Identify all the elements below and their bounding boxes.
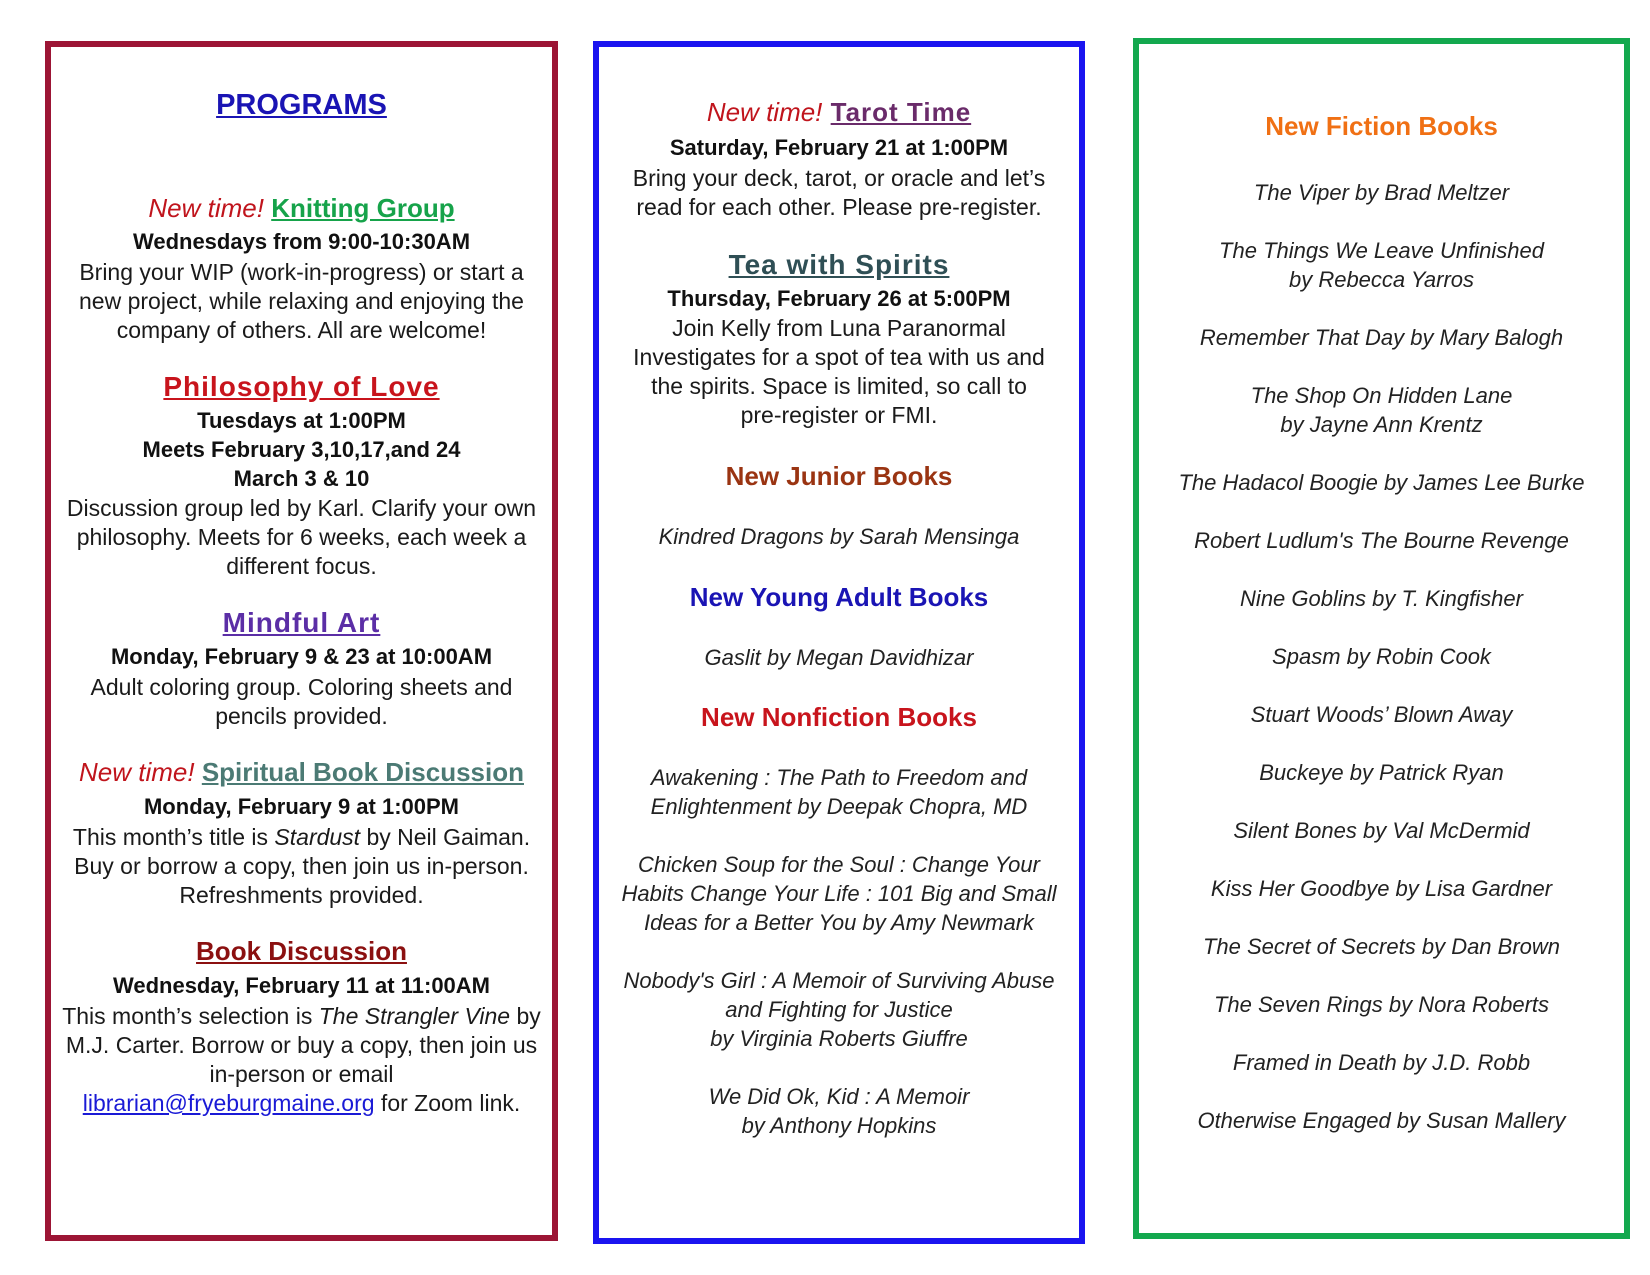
book-discussion-desc-1 bbox=[51, 1001, 552, 1031]
young-adult-books-heading: New Young Adult Books bbox=[689, 582, 989, 612]
spiritual-when: Monday, February 9 at 1:00PM bbox=[143, 794, 459, 819]
philosophy-when-3: March 3 & 10 bbox=[233, 466, 370, 491]
fiction-books-heading: New Fiction Books bbox=[1265, 111, 1498, 141]
nonfiction-book-3-line-1: Nobody's Girl : A Memoir of Surviving Abuse bbox=[623, 968, 1055, 993]
tarot-when: Saturday, February 21 at 1:00PM bbox=[669, 135, 1009, 160]
spiritual-desc-text: This month’s title is bbox=[72, 824, 275, 850]
new-time-label: New time! bbox=[148, 193, 264, 223]
tea-when: Thursday, February 26 at 5:00PM bbox=[667, 286, 1011, 311]
spiritual-heading bbox=[51, 757, 552, 788]
fiction-book-2-line-1: The Things We Leave Unfinished bbox=[1219, 238, 1544, 263]
tea-desc-2: Investigates for a spot of tea with us and bbox=[633, 344, 1045, 370]
junior-books-heading: New Junior Books bbox=[725, 461, 953, 491]
fiction-book-16: Otherwise Engaged by Susan Mallery bbox=[1197, 1108, 1566, 1133]
fiction-book-12: Kiss Her Goodbye by Lisa Gardner bbox=[1210, 876, 1553, 901]
new-time-label: New time! bbox=[706, 97, 823, 127]
fiction-book-10: Buckeye by Patrick Ryan bbox=[1259, 760, 1504, 785]
philosophy-when-2: Meets February 3,10,17,and 24 bbox=[142, 437, 461, 462]
mindful-desc-2: pencils provided. bbox=[215, 703, 388, 729]
fiction-book-4-line-2: by Jayne Ann Krentz bbox=[1280, 412, 1483, 437]
nonfiction-book-4-line-2: by Anthony Hopkins bbox=[741, 1113, 937, 1138]
tea-desc-4: pre-register or FMI. bbox=[740, 402, 938, 428]
spiritual-title: Spiritual Book Discussion bbox=[201, 757, 524, 787]
philosophy-when-1: Tuesdays at 1:00PM bbox=[197, 408, 406, 433]
book-discussion-when: Wednesday, February 11 at 11:00AM bbox=[112, 973, 491, 998]
tarot-desc-2: read for each other. Please pre-register. bbox=[636, 194, 1042, 220]
junior-book-1: Kindred Dragons by Sarah Mensinga bbox=[658, 524, 1020, 549]
knitting-title: Knitting Group bbox=[271, 193, 455, 223]
fiction-book-3: Remember That Day by Mary Balogh bbox=[1199, 325, 1564, 350]
nonfiction-book-2-line-3: Ideas for a Better You by Amy Newmark bbox=[643, 910, 1035, 935]
spiritual-desc-2: Buy or borrow a copy, then join us in-person. bbox=[74, 853, 529, 879]
book-discussion-desc-3: in-person or email bbox=[209, 1061, 394, 1087]
programs-title: PROGRAMS bbox=[216, 89, 387, 121]
fiction-book-14: The Seven Rings by Nora Roberts bbox=[1213, 992, 1550, 1017]
fiction-panel bbox=[1133, 38, 1630, 1239]
nonfiction-book-2-line-2: Habits Change Your Life : 101 Big and Small bbox=[621, 881, 1057, 906]
fiction-book-9: Stuart Woods’ Blown Away bbox=[1250, 702, 1513, 727]
nonfiction-book-3-line-2: and Fighting for Justice bbox=[725, 997, 953, 1022]
fiction-book-11: Silent Bones by Val McDermid bbox=[1233, 818, 1530, 843]
book-discussion-title: Book Discussion bbox=[196, 936, 407, 966]
nonfiction-book-2-line-1: Chicken Soup for the Soul : Change Your bbox=[638, 852, 1040, 877]
zoom-link-text: for Zoom link. bbox=[374, 1090, 521, 1116]
tarot-title: Tarot Time bbox=[830, 97, 972, 127]
spiritual-desc-1 bbox=[51, 822, 552, 852]
librarian-email-link[interactable]: librarian@fryeburgmaine.org bbox=[82, 1090, 375, 1116]
mindful-desc-1: Adult coloring group. Coloring sheets and bbox=[90, 674, 513, 700]
fiction-book-2-line-2: by Rebecca Yarros bbox=[1288, 267, 1475, 292]
tea-desc-3: the spirits. Space is limited, so call to bbox=[651, 373, 1027, 399]
philosophy-title: Philosophy of Love bbox=[163, 371, 440, 402]
mindful-title: Mindful Art bbox=[222, 607, 381, 638]
nonfiction-book-1-line-2: Enlightenment by Deepak Chopra, MD bbox=[650, 794, 1028, 819]
nonfiction-books-heading: New Nonfiction Books bbox=[701, 702, 977, 732]
fiction-book-7: Nine Goblins by T. Kingfisher bbox=[1240, 586, 1523, 611]
mindful-when: Monday, February 9 & 23 at 10:00AM bbox=[110, 644, 493, 669]
knitting-desc-1: Bring your WIP (work-in-progress) or start a bbox=[79, 259, 524, 285]
knitting-desc-2: new project, while relaxing and enjoying the bbox=[79, 288, 524, 314]
tarot-heading bbox=[599, 97, 1079, 128]
nonfiction-book-4-line-1: We Did Ok, Kid : A Memoir bbox=[708, 1084, 970, 1109]
tarot-desc-1: Bring your deck, tarot, or oracle and let’s bbox=[632, 165, 1046, 191]
knitting-heading bbox=[51, 193, 552, 224]
knitting-desc-3: company of others. All are welcome! bbox=[116, 317, 487, 343]
fiction-book-5: The Hadacol Boogie by James Lee Burke bbox=[1178, 470, 1585, 495]
fiction-book-4-line-1: The Shop On Hidden Lane bbox=[1250, 383, 1513, 408]
young-adult-book-1: Gaslit by Megan Davidhizar bbox=[704, 645, 974, 670]
tea-desc-1: Join Kelly from Luna Paranormal bbox=[672, 315, 1006, 341]
book-discussion-desc-4 bbox=[51, 1088, 552, 1118]
fiction-book-15: Framed in Death by J.D. Robb bbox=[1232, 1050, 1531, 1075]
fiction-book-6: Robert Ludlum's The Bourne Revenge bbox=[1194, 528, 1569, 553]
spiritual-desc-author: by Neil Gaiman. bbox=[360, 824, 531, 850]
fiction-book-1: The Viper by Brad Meltzer bbox=[1253, 180, 1510, 205]
tea-title: Tea with Spirits bbox=[728, 249, 950, 280]
fiction-book-13: The Secret of Secrets by Dan Brown bbox=[1202, 934, 1561, 959]
nonfiction-book-1-line-1: Awakening : The Path to Freedom and bbox=[650, 765, 1028, 790]
nonfiction-book-3-line-3: by Virginia Roberts Giuffre bbox=[710, 1026, 968, 1051]
book-discussion-desc-2: M.J. Carter. Borrow or buy a copy, then join us bbox=[65, 1032, 538, 1058]
book-discussion-desc-by: by bbox=[510, 1003, 541, 1029]
philosophy-desc-3: different focus. bbox=[226, 553, 377, 579]
new-time-label: New time! bbox=[79, 757, 195, 787]
programs-panel bbox=[45, 41, 558, 1241]
book-discussion-desc-text: This month’s selection is bbox=[62, 1003, 319, 1029]
events-books-panel bbox=[593, 41, 1085, 1244]
philosophy-desc-1: Discussion group led by Karl. Clarify your own bbox=[66, 495, 537, 521]
spiritual-book-title: Stardust bbox=[274, 824, 361, 850]
spiritual-desc-3: Refreshments provided. bbox=[179, 882, 424, 908]
book-discussion-book-title: The Strangler Vine bbox=[318, 1003, 511, 1029]
knitting-when: Wednesdays from 9:00-10:30AM bbox=[132, 229, 471, 254]
philosophy-desc-2: philosophy. Meets for 6 weeks, each week a bbox=[76, 524, 527, 550]
fiction-book-8: Spasm by Robin Cook bbox=[1272, 644, 1491, 669]
